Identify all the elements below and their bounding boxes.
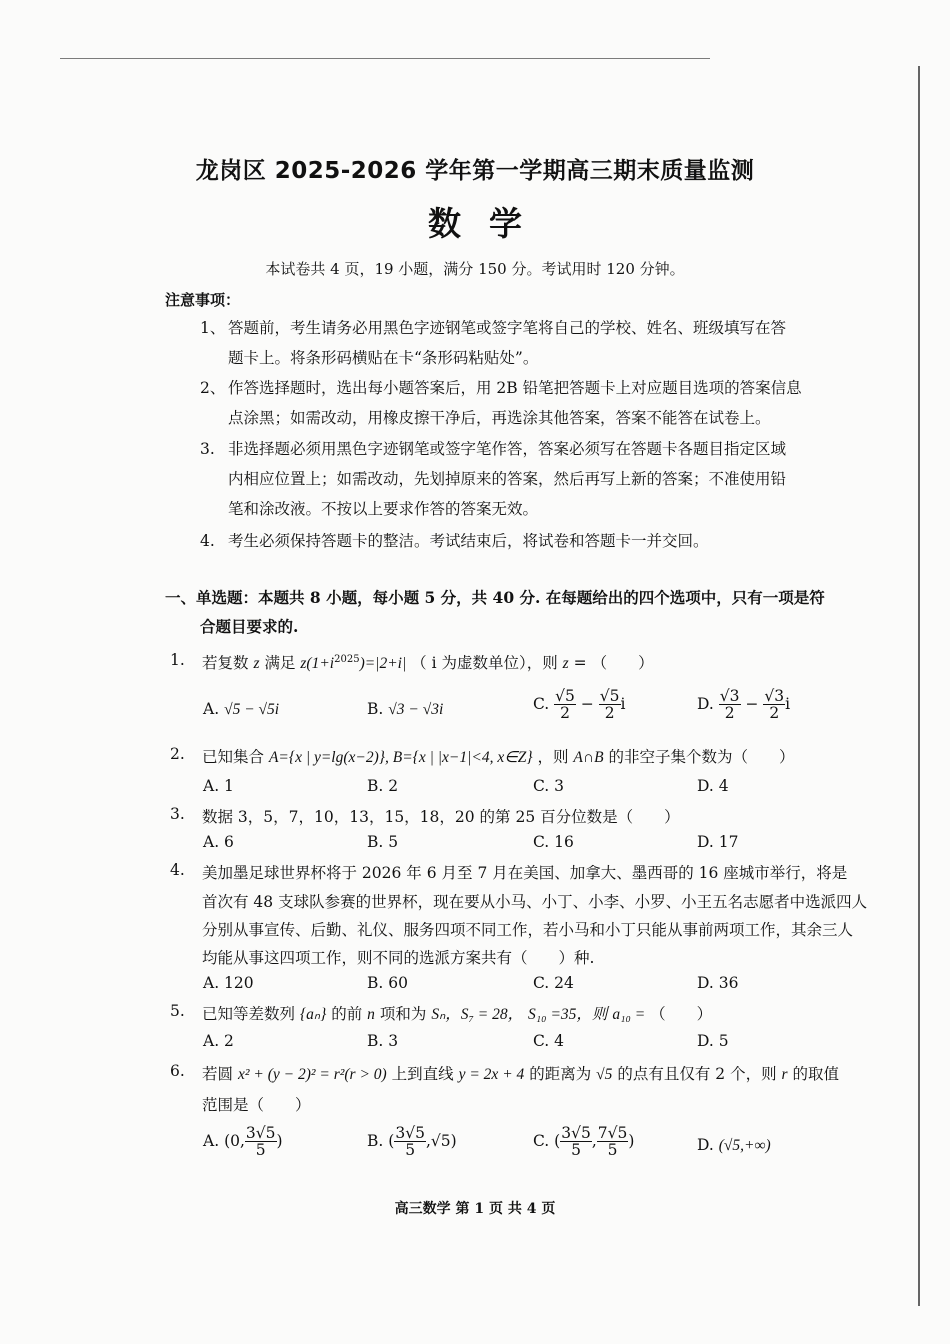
q6-a-num: 3√5 — [245, 1124, 276, 1142]
notice-item-3-line-3: 笔和涂改液。不按以上要求作答的答案无效。 — [228, 500, 539, 518]
q1-option-d — [697, 688, 790, 722]
q1-option-b — [367, 700, 443, 719]
q1-option-c — [533, 688, 626, 722]
q6-b-close: ,√5) — [425, 1131, 457, 1150]
page-footer: 高三数学 第 1 页 共 4 页 — [394, 1201, 556, 1217]
q5-var-n: n — [367, 1006, 375, 1023]
q6-distance: √5 — [596, 1066, 613, 1083]
q6-post: 的点有且仅有 2 个，则 — [617, 1065, 777, 1083]
q5-sequence: {aₙ} — [299, 1006, 327, 1023]
q6-option-d-label: D. — [697, 1136, 714, 1154]
q2-post: ，则 — [537, 748, 569, 766]
q2-expr-2: A∩B — [573, 749, 604, 766]
q6-mid: 上到直线 — [391, 1065, 454, 1083]
q6-c-num: 3√5 — [561, 1124, 591, 1142]
notice-item-2-line-1: 作答选择题时，选出每小题答案后，用 2B 铅笔把答题卡上对应题目选项的答案信息 — [228, 379, 802, 397]
notice-item-2-num: 2、 — [200, 379, 226, 397]
q2-option-a: A. 1 — [203, 777, 234, 795]
q1-expr: z(1+i — [300, 655, 335, 672]
q5-pre: 已知等差数列 — [202, 1005, 296, 1023]
q6-b-num: 3√5 — [395, 1124, 425, 1142]
q1-mid: 满足 — [264, 654, 296, 672]
q5-number: 5. — [170, 1002, 185, 1020]
notice-item-4-num: 4. — [200, 532, 215, 550]
exam-title: 龙岗区 2025-2026 学年第一学期高三期末质量监测 — [195, 158, 755, 184]
q6-mid-2: 的距离为 — [529, 1065, 592, 1083]
q5-option-a: A. 2 — [203, 1032, 234, 1050]
q1-stem — [202, 651, 654, 673]
q5-mid: 的前 — [331, 1005, 363, 1023]
q3-stem: 数据 3，5，7，10，13，15，18，20 的第 25 百分位数是（ ） — [202, 808, 680, 826]
q4-option-a: A. 120 — [203, 974, 254, 992]
q5-s10: S₁₀ =35，则 — [528, 1006, 608, 1023]
q1-d-i: i — [785, 694, 791, 713]
q3-option-a: A. 6 — [203, 833, 234, 851]
q1-c-num-1: √5 — [555, 687, 575, 705]
q5-mid-2: 项和为 — [379, 1005, 427, 1023]
q4-number: 4. — [170, 861, 185, 879]
q6-option-b-label: B. — [367, 1131, 384, 1150]
q1-exponent: 2025 — [334, 653, 360, 665]
subject-title: 数学 — [428, 204, 550, 243]
q6-option-d-text: (√5,+∞) — [718, 1137, 771, 1154]
q6-b-den: 5 — [405, 1141, 416, 1160]
notice-item-3-num: 3. — [200, 440, 215, 458]
q6-c-close: ) — [628, 1131, 635, 1150]
q1-option-d-label: D. — [697, 694, 714, 713]
q6-c-den-2: 5 — [607, 1141, 618, 1160]
notice-item-1-line-2: 题卡上。将条形码横贴在卡“条形码粘贴处”。 — [228, 349, 539, 367]
q1-post: （ i 为虚数单位），则 — [411, 654, 558, 672]
q6-line: y = 2x + 4 — [458, 1066, 525, 1083]
scan-top-line — [60, 58, 710, 59]
q1-c-i: i — [620, 694, 626, 713]
q6-option-a-label: A. — [203, 1131, 220, 1150]
q1-option-b-label: B. — [367, 700, 384, 718]
notice-item-1-num: 1、 — [200, 319, 226, 337]
section-1-heading-line-2: 合题目要求的. — [200, 617, 299, 636]
q6-number: 6. — [170, 1062, 185, 1080]
q5-tail: （ ） — [650, 1005, 713, 1023]
q3-option-c: C. 16 — [533, 833, 574, 851]
q1-option-c-label: C. — [533, 694, 550, 713]
q4-option-b: B. 60 — [367, 974, 408, 992]
q1-d-op: − — [745, 694, 759, 713]
q1-option-a-label: A. — [203, 700, 220, 718]
q2-pre: 已知集合 — [202, 748, 265, 766]
q4-line-4: 均能从事这四项工作，则不同的选派方案共有（ ）种. — [202, 949, 595, 967]
q6-a-close: ) — [276, 1131, 283, 1150]
q4-option-d: D. 36 — [697, 974, 739, 992]
q3-option-d: D. 17 — [697, 833, 739, 851]
q6-option-a — [203, 1125, 283, 1159]
notice-item-1-line-1: 答题前，考生请务必用黑色字迹钢笔或签字笔将自己的学校、姓名、班级填写在答 — [228, 319, 787, 337]
q6-circle: x² + (y − 2)² = r²(r > 0) — [237, 1066, 387, 1083]
q4-line-1: 美加墨足球世界杯将于 2026 年 6 月至 7 月在美国、加拿大、墨西哥的 16 座城市举行，将是 — [202, 864, 848, 882]
q6-tail: 的取值 — [792, 1065, 840, 1083]
q2-stem — [202, 745, 795, 767]
q2-tail: 的非空子集个数为（ ） — [608, 748, 795, 766]
q5-option-d: D. 5 — [697, 1032, 729, 1050]
q1-tail: = （ ） — [573, 654, 654, 672]
q6-option-c — [533, 1125, 634, 1159]
q1-option-b-text: √3 − √3i — [388, 701, 444, 718]
notice-item-3-line-2: 内相应位置上；如需改动，先划掉原来的答案，然后再写上新的答案；不准使用铅 — [228, 470, 787, 488]
q6-a-open: (0, — [224, 1131, 245, 1150]
q1-d-den-1: 2 — [724, 704, 735, 723]
q1-d-num-1: √3 — [719, 687, 740, 705]
q1-c-den-1: 2 — [560, 704, 570, 723]
q6-c-den: 5 — [571, 1141, 581, 1160]
q6-a-den: 5 — [255, 1141, 266, 1160]
notice-item-4-line-1: 考生必须保持答题卡的整洁。考试结束后，将试卷和答题卡一并交回。 — [228, 532, 709, 550]
q1-c-num-2: √5 — [599, 687, 620, 705]
scan-right-edge — [918, 66, 924, 1306]
q1-option-a-text: √5 − √5i — [224, 701, 280, 718]
q3-option-b: B. 5 — [367, 833, 399, 851]
q1-pre: 若复数 — [202, 654, 249, 672]
q2-number: 2. — [170, 745, 185, 763]
q5-stem — [202, 1002, 712, 1024]
q6-option-b — [367, 1125, 457, 1159]
q6-option-c-label: C. — [533, 1131, 550, 1150]
q6-stem — [202, 1062, 839, 1084]
q4-line-2: 首次有 48 支球队参赛的世界杯，现在要从小马、小丁、小李、小罗、小王五名志愿者中选派四人 — [202, 893, 868, 911]
q5-option-b: B. 3 — [367, 1032, 399, 1050]
section-1-heading: 一、单选题：本题共 8 小题，每小题 5 分，共 40 分. 在每题给出的四个选项中，只有一项是符 — [165, 588, 825, 607]
q4-option-c: C. 24 — [533, 974, 574, 992]
q3-number: 3. — [170, 805, 185, 823]
q1-var-z-2: z — [562, 655, 569, 672]
q2-option-b: B. 2 — [367, 777, 399, 795]
q2-option-c: C. 3 — [533, 777, 565, 795]
q5-option-c: C. 4 — [533, 1032, 565, 1050]
q2-expr: A={x | y=lg(x−2)}, B={x | |x−1|<4, x∈Z} — [268, 749, 533, 766]
q1-expr-2: )=|2+i| — [359, 655, 407, 672]
q1-var-z: z — [253, 655, 260, 672]
q6-option-d — [697, 1136, 771, 1155]
q6-line-2: 范围是（ ） — [202, 1096, 311, 1114]
q6-b-open: ( — [388, 1131, 395, 1150]
exam-info: 本试卷共 4 页，19 小题，满分 150 分。考试用时 120 分钟。 — [265, 260, 685, 278]
q1-d-den-2: 2 — [769, 704, 780, 723]
q6-c-sep: , — [591, 1131, 597, 1150]
q6-c-open: ( — [554, 1131, 561, 1150]
q4-line-3: 分别从事宣传、后勤、礼仪、服务四项不同工作，若小马和小丁只能从事前两项工作，其余三人 — [202, 921, 854, 939]
q2-option-d: D. 4 — [697, 777, 729, 795]
notice-item-2-line-2: 点涂黑；如需改动，用橡皮擦干净后，再选涂其他答案，答案不能答在试卷上。 — [228, 409, 771, 427]
q5-a10: a₁₀ = — [612, 1006, 646, 1023]
q5-sn: Sₙ — [431, 1006, 446, 1023]
q6-c-num-2: 7√5 — [597, 1124, 628, 1142]
q1-c-den-2: 2 — [604, 704, 615, 723]
q5-s7: ，S₇ = 28， — [445, 1006, 524, 1023]
q6-var-r: r — [781, 1066, 788, 1083]
q1-c-op: − — [580, 694, 594, 713]
q1-d-num-2: √3 — [764, 687, 785, 705]
q1-option-a — [203, 700, 279, 719]
q6-pre: 若圆 — [202, 1065, 234, 1083]
notice-item-3-line-1: 非选择题必须用黑色字迹钢笔或签字笔作答，答案必须写在答题卡各题目指定区域 — [228, 440, 787, 458]
q1-number: 1. — [170, 651, 185, 669]
notice-heading: 注意事项： — [165, 291, 241, 309]
